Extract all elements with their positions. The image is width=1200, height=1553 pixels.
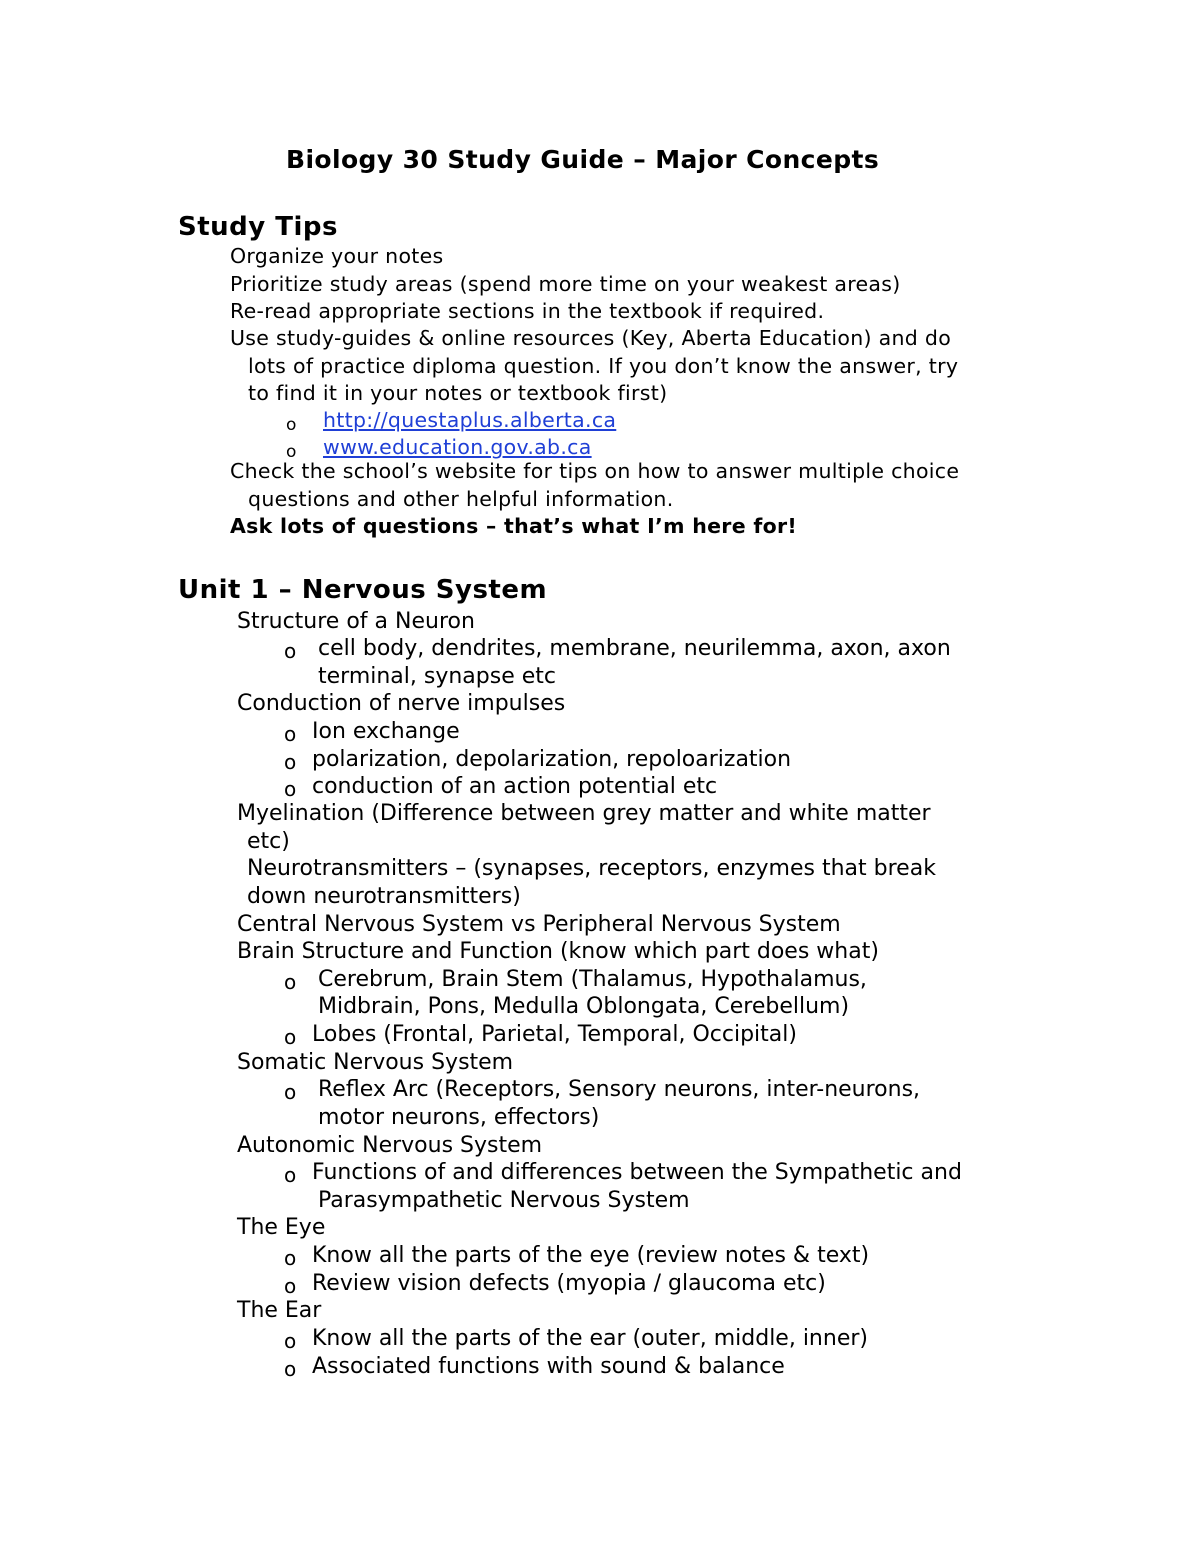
- subtopic-line: Ion exchange: [312, 719, 460, 744]
- topic-line: etc): [247, 829, 290, 854]
- subtopic-line: conduction of an action potential etc: [312, 774, 718, 799]
- topic-line: Myelination (Difference between grey matter and white matter: [237, 801, 931, 826]
- subtopic-line: Know all the parts of the eye (review notes & text): [312, 1243, 870, 1268]
- tip-line: Check the school’s website for tips on how to answer multiple choice: [230, 459, 960, 483]
- topic-line: Somatic Nervous System: [237, 1050, 514, 1075]
- bullet-icon: o: [284, 639, 297, 663]
- tip-line: lots of practice diploma question. If you don’t know the answer, try: [248, 354, 959, 378]
- topic-line: Conduction of nerve impulses: [237, 691, 566, 716]
- subtopic-line: Midbrain, Pons, Medulla Oblongata, Cerebellum): [318, 994, 850, 1019]
- topic-line: The Eye: [237, 1215, 326, 1240]
- subtopic-line: Parasympathetic Nervous System: [318, 1188, 690, 1213]
- topic-line: down neurotransmitters): [247, 884, 521, 909]
- tip-line: questions and other helpful information.: [248, 487, 674, 511]
- topic-line: Structure of a Neuron: [237, 609, 475, 634]
- bullet-icon: o: [286, 415, 297, 435]
- bullet-icon: o: [284, 1246, 297, 1270]
- topic-line: The Ear: [237, 1298, 322, 1323]
- subtopic-line: Functions of and differences between the Sympathetic and: [312, 1160, 962, 1185]
- subtopic-line: Know all the parts of the ear (outer, middle, inner): [312, 1326, 868, 1351]
- subtopic-line: Reflex Arc (Receptors, Sensory neurons, inter-neurons,: [318, 1077, 921, 1102]
- education-gov-link[interactable]: www.education.gov.ab.ca: [323, 435, 592, 459]
- topic-line: Autonomic Nervous System: [237, 1133, 543, 1158]
- closing-note: Ask lots of questions – that’s what I’m here for!: [230, 514, 798, 538]
- bullet-icon: o: [284, 1329, 297, 1353]
- subtopic-line: Associated functions with sound & balance: [312, 1354, 785, 1379]
- bullet-icon: o: [284, 970, 297, 994]
- bullet-icon: o: [284, 1274, 297, 1298]
- tip-line: Organize your notes: [230, 244, 444, 268]
- subtopic-line: terminal, synapse etc: [318, 664, 557, 689]
- document-title: Biology 30 Study Guide – Major Concepts: [286, 145, 880, 174]
- bullet-icon: o: [284, 777, 297, 801]
- subtopic-line: Lobes (Frontal, Parietal, Temporal, Occipital): [312, 1022, 797, 1047]
- tip-line: Prioritize study areas (spend more time on your weakest areas): [230, 272, 901, 296]
- tip-line: Re-read appropriate sections in the textbook if required.: [230, 299, 825, 323]
- bullet-icon: o: [284, 1163, 297, 1187]
- bullet-icon: o: [284, 1080, 297, 1104]
- tip-line: Use study-guides & online resources (Key, Aberta Education) and do: [230, 326, 952, 350]
- tip-line: to find it in your notes or textbook first): [248, 381, 668, 405]
- study-tips-heading: Study Tips: [178, 212, 339, 242]
- bullet-icon: o: [284, 1025, 297, 1049]
- bullet-icon: o: [284, 722, 297, 746]
- topic-line: Neurotransmitters – (synapses, receptors, enzymes that break: [247, 856, 936, 881]
- bullet-icon: o: [284, 750, 297, 774]
- questaplus-link[interactable]: http://questaplus.alberta.ca: [323, 408, 617, 432]
- subtopic-line: polarization, depolarization, repoloarization: [312, 747, 792, 772]
- subtopic-line: Review vision defects (myopia / glaucoma etc): [312, 1271, 826, 1296]
- subtopic-line: Cerebrum, Brain Stem (Thalamus, Hypothalamus,: [318, 967, 867, 992]
- bullet-icon: o: [286, 442, 297, 462]
- topic-line: Brain Structure and Function (know which part does what): [237, 939, 879, 964]
- topic-line: Central Nervous System vs Peripheral Nervous System: [237, 912, 841, 937]
- subtopic-line: motor neurons, effectors): [318, 1105, 600, 1130]
- subtopic-line: cell body, dendrites, membrane, neurilemma, axon, axon: [318, 636, 951, 661]
- bullet-icon: o: [284, 1357, 297, 1381]
- unit1-heading: Unit 1 – Nervous System: [178, 575, 548, 605]
